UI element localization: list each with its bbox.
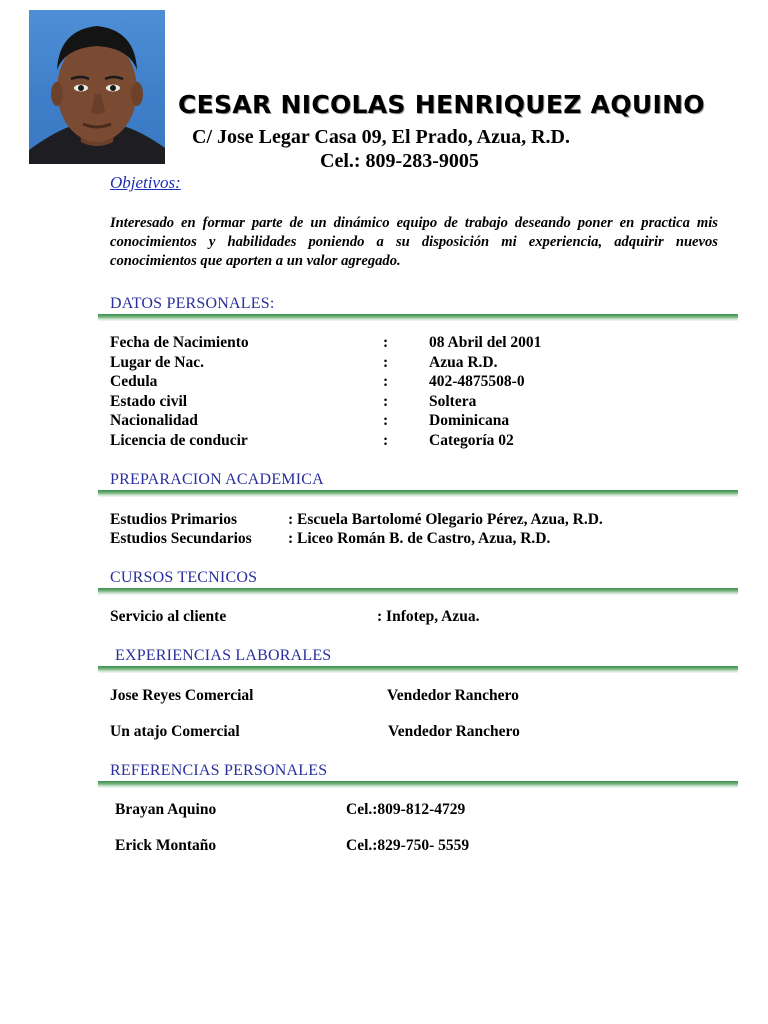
cursos-title: CURSOS TECNICOS bbox=[110, 569, 258, 586]
datos-sep: : bbox=[383, 412, 389, 429]
phone: Cel.: 809-283-9005 bbox=[320, 150, 479, 172]
estudios-label: Estudios Secundarios bbox=[110, 530, 252, 547]
section-divider bbox=[98, 666, 738, 673]
referencias-title: REFERENCIAS PERSONALES bbox=[110, 762, 328, 779]
estudios-value: : Liceo Román B. de Castro, Azua, R.D. bbox=[288, 530, 551, 547]
experiencia-puesto: Vendedor Ranchero bbox=[387, 687, 519, 704]
datos-label: Fecha de Nacimiento bbox=[110, 334, 249, 351]
estudios-label: Estudios Primarios bbox=[110, 511, 238, 528]
datos-sep: : bbox=[383, 334, 389, 351]
experiencia-empresa: Jose Reyes Comercial bbox=[110, 687, 254, 704]
experiencias-title: EXPERIENCIAS LABORALES bbox=[115, 647, 332, 664]
datos-sep: : bbox=[383, 354, 389, 371]
datos-label: Estado civil bbox=[110, 393, 188, 410]
datos-sep: : bbox=[383, 373, 389, 390]
datos-label: Nacionalidad bbox=[110, 412, 198, 429]
experiencia-empresa: Un atajo Comercial bbox=[110, 723, 240, 740]
datos-label: Licencia de conducir bbox=[110, 432, 248, 449]
datos-value: Azua R.D. bbox=[429, 354, 498, 371]
datos-value: 402-4875508-0 bbox=[429, 373, 525, 390]
datos-sep: : bbox=[383, 432, 389, 449]
referencia-telefono: Cel.:829-750- 5559 bbox=[346, 837, 470, 854]
referencia-nombre: Erick Montaño bbox=[115, 837, 217, 854]
estudios-value: : Escuela Bartolomé Olegario Pérez, Azua, R.D. bbox=[288, 511, 603, 528]
experiencia-puesto: Vendedor Ranchero bbox=[388, 723, 520, 740]
objetivos-title: Objetivos: bbox=[110, 173, 181, 192]
datos-label: Cedula bbox=[110, 373, 158, 390]
section-divider bbox=[98, 490, 738, 497]
datos-value: Categoría 02 bbox=[429, 432, 514, 449]
profile-photo bbox=[29, 10, 165, 164]
referencia-nombre: Brayan Aquino bbox=[115, 801, 217, 818]
datos-value: Dominicana bbox=[429, 412, 510, 429]
section-divider bbox=[98, 781, 738, 788]
referencia-telefono: Cel.:809-812-4729 bbox=[346, 801, 466, 818]
preparacion-title: PREPARACION ACADEMICA bbox=[110, 471, 324, 488]
candidate-name: CESAR NICOLAS HENRIQUEZ AQUINO bbox=[178, 90, 705, 119]
address: C/ Jose Legar Casa 09, El Prado, Azua, R.D. bbox=[192, 126, 570, 148]
section-divider bbox=[98, 314, 738, 321]
datos-label: Lugar de Nac. bbox=[110, 354, 205, 371]
section-divider bbox=[98, 588, 738, 595]
datos-value: Soltera bbox=[429, 393, 477, 410]
datos-personales-title: DATOS PERSONALES: bbox=[110, 295, 275, 312]
curso-value: : Infotep, Azua. bbox=[377, 608, 480, 625]
datos-value: 08 Abril del 2001 bbox=[429, 334, 542, 351]
objetivos-text: Interesado en formar parte de un dinámico equipo de trabajo deseando poner en practica mis conocimientos y habilidades poniendo a su disposición mi experiencia, adquirir nuevos conocimientos que aporten a un valor agregado. bbox=[110, 215, 718, 269]
datos-sep: : bbox=[383, 393, 389, 410]
curso-label: Servicio al cliente bbox=[110, 608, 227, 625]
